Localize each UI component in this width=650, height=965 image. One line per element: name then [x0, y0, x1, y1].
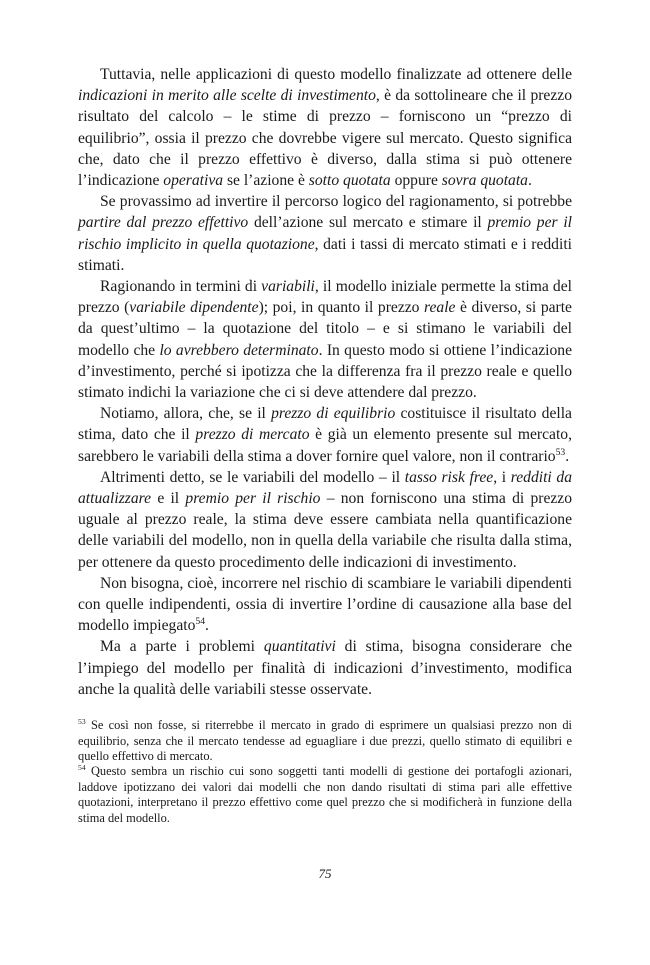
text-run: e il [151, 490, 186, 508]
text-run: ); poi, in quanto il prezzo [258, 299, 425, 317]
text-run: , dati i tassi di mercato stimati e i redditi stimati. [78, 235, 572, 274]
paragraph [78, 573, 572, 637]
footnote-number: 54 [78, 763, 86, 773]
text-run: . [527, 172, 532, 190]
italic-text: prezzo di equilibrio [271, 405, 396, 423]
text-run: è già un elemento presente sul mercato, sarebbero le variabili della stima a dover fornire quel valore, non il contrario [78, 426, 572, 465]
italic-text: lo avrebbero determinato [159, 341, 319, 359]
text-run: Altrimenti detto, se le variabili del modello – il [100, 468, 405, 486]
text-run: oppure [390, 172, 442, 190]
footnote-number: 53 [78, 716, 86, 726]
text-run: . [565, 447, 570, 465]
footnote-ref: 53 [555, 446, 566, 458]
footnote-text: Se così non fosse, si riterrebbe il mercato in grado di esprimere un qualsiasi prezzo non di equilibrio, senza che il mercato tendesse ad eguagliare i due prezzi, quello stimato di equilibri e quello effettivo di mercato. [78, 718, 572, 763]
text-run: Notiamo, allora, che, se il [100, 405, 272, 423]
text-run: di stima, bisogna considerare che l’impiego del modello per finalità di indicazioni d’investimento, modifica anche la qualità delle variabili stesse osservate. [78, 638, 572, 698]
footnote [78, 764, 572, 826]
italic-text: redditi da attualizzare [78, 468, 573, 508]
text-run: è diverso, si parte da quest’ultimo – la quotazione del titolo – e si stimano le variabili del modello che [78, 299, 572, 359]
italic-text: premio per il rischio [185, 490, 321, 508]
paragraph [78, 636, 572, 700]
text-run: Ragionando in termini di [100, 278, 262, 296]
italic-text: prezzo di mercato [195, 426, 310, 444]
text-run: – non forniscono una stima di prezzo uguale al prezzo reale, la stima deve essere cambiata nella quantificazione delle variabili del modello, non in quella della variabile che risulta dalla stima, per ottenere da questo procedimento delle indicazioni di investimento. [78, 490, 573, 571]
text-run: . [205, 617, 209, 635]
footnote-text: Questo sembra un rischio cui sono soggetti tanti modelli di gestione dei portafogli azionari, laddove ipotizzano dei valori dai modelli che non dando risultati di stima pari alle effettive quotazioni, interpretano il prezzo effettivo come quel prezzo che si modificherà in funzione della stima del modello. [78, 764, 572, 825]
italic-text: reale [424, 299, 456, 317]
italic-text: tasso risk free [404, 468, 494, 486]
text-run: Tuttavia, nelle applicazioni di questo modello finalizzate ad ottenere delle [100, 66, 572, 83]
text-run: costituisce il risultato della stima, dato che il [78, 405, 572, 444]
footnote-ref: 54 [195, 616, 206, 628]
text-run: dell’azione sul mercato e stimare il [248, 214, 488, 232]
text-run: se l’azione è [223, 172, 309, 190]
text-run: , il modello iniziale permette la stima del prezzo ( [78, 278, 572, 317]
page-number: 75 [318, 866, 332, 881]
text-run: , i [493, 468, 511, 486]
paragraph [78, 467, 572, 573]
italic-text: operativa [163, 172, 224, 190]
paragraph [78, 403, 572, 467]
italic-text: premio per il rischio implicito in quella quotazione [78, 214, 572, 253]
page-content [78, 64, 572, 826]
text-run: Non bisogna, cioè, incorrere nel rischio di scambiare le variabili dipendenti con quelle indipendenti, ossia di invertire l’ordine di causazione alla base del modello impiegato [78, 574, 572, 635]
text-run: Se provassimo ad invertire il percorso logico del ragionamento, si potrebbe [100, 193, 572, 211]
text-run: , è da sottolineare che il prezzo risultato del calcolo – le stime di prezzo – forniscono un “prezzo di equilibrio”, ossia il prezzo che dovrebbe vigere sul mercato. Questo significa che, dato che il prezzo effettivo è diverso, dalla stima si può ottenere l’indicazione [78, 87, 572, 190]
italic-text: sovra quotata [441, 172, 528, 190]
italic-text: sotto quotata [308, 172, 391, 190]
italic-text: variabile dipendente [129, 299, 259, 317]
paragraph [78, 276, 572, 403]
paragraph [78, 64, 572, 191]
paragraph [78, 191, 572, 276]
italic-text: quantitativi [263, 638, 336, 656]
italic-text: indicazioni in merito alle scelte di investimento [78, 87, 376, 105]
italic-text: partire dal prezzo effettivo [78, 214, 249, 232]
italic-text: variabili [261, 278, 315, 296]
text-run: . In questo modo si ottiene l’indicazione d’investimento, perché si ipotizza che la differenza fra il prezzo reale e quello stimato indichi la variazione che ci si deve attendere dal prezzo. [78, 341, 573, 402]
text-run: Ma a parte i problemi [100, 638, 264, 656]
footnotes [78, 718, 572, 826]
body-text [78, 64, 572, 700]
footnote [78, 718, 572, 764]
